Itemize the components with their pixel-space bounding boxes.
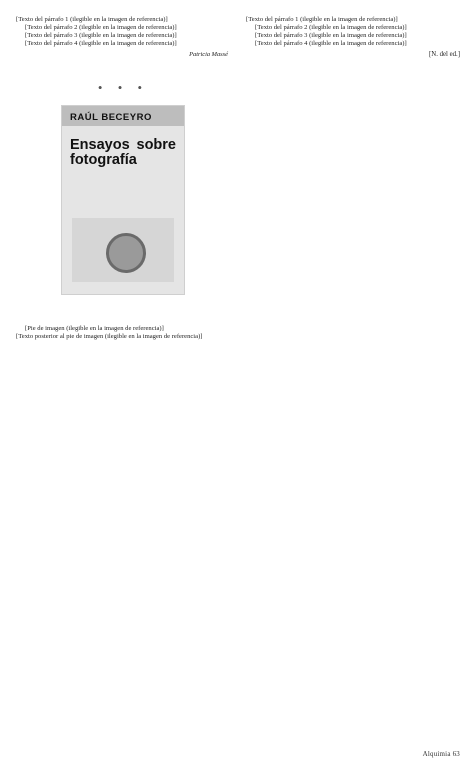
camera-lens-icon xyxy=(106,233,146,273)
author-signature: Patricia Massé xyxy=(189,50,228,58)
body-paragraph: [Texto del párrafo 1 (ilegible en la imagen de referencia)] xyxy=(16,16,168,23)
image-caption: [Pie de imagen (ilegible en la imagen de referencia)] xyxy=(25,324,164,332)
body-paragraph: [Texto del párrafo 3 (ilegible en la imagen de referencia)] xyxy=(25,32,177,40)
book-author: RAÚL BECEYRO xyxy=(70,111,152,123)
left-column xyxy=(16,16,230,748)
body-paragraph: [Texto del párrafo 4 (ilegible en la imagen de referencia)] xyxy=(25,40,177,48)
body-paragraph: [Texto del párrafo 3 (ilegible en la imagen de referencia)] xyxy=(255,32,407,40)
body-paragraph: [Texto del párrafo 2 (ilegible en la imagen de referencia)] xyxy=(25,24,177,32)
body-paragraph: [Texto del párrafo 2 (ilegible en la imagen de referencia)] xyxy=(255,24,407,32)
editor-note: [N. del ed.] xyxy=(429,50,460,58)
book-cover-image xyxy=(61,105,185,295)
body-paragraph: [Texto posterior al pie de imagen (ilegible en la imagen de referencia)] xyxy=(16,332,203,340)
body-paragraph: [Texto del párrafo 4 (ilegible en la imagen de referencia)] xyxy=(255,40,407,48)
right-column xyxy=(246,16,460,738)
page-folio: Alquimia 63 xyxy=(422,750,460,758)
book-title: Ensayos sobre fotografía xyxy=(70,136,176,168)
camera-photo xyxy=(72,218,174,282)
body-paragraph: [Texto del párrafo 1 (ilegible en la imagen de referencia)] xyxy=(246,16,398,23)
section-separator: • • • xyxy=(97,79,149,95)
